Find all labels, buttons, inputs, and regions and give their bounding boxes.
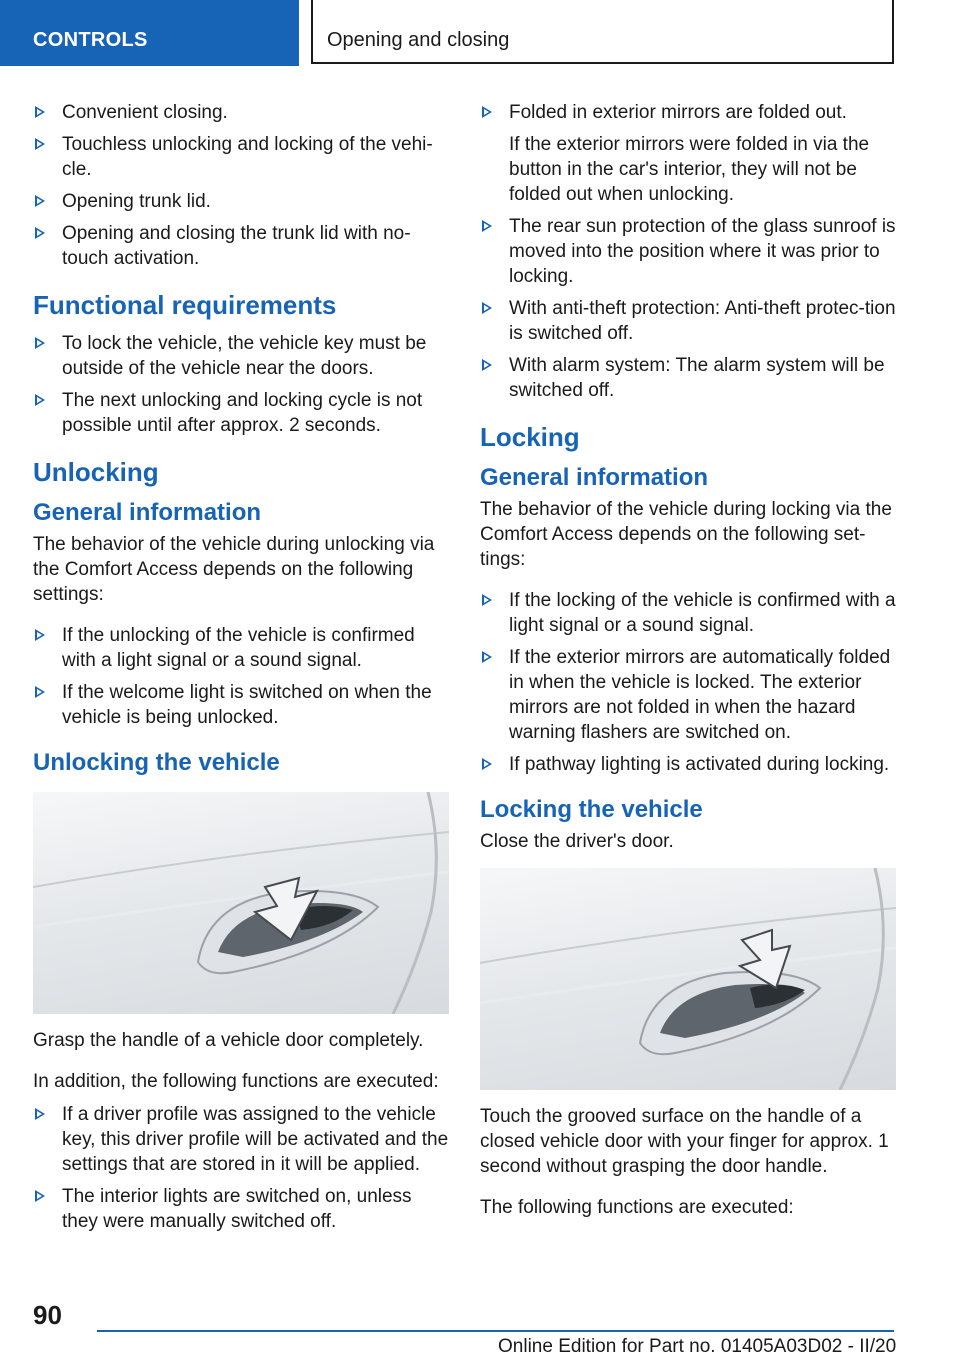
list-item [480,100,896,207]
triangle-bullet-icon [35,394,45,406]
door-handle-unlock-image [33,792,449,1014]
triangle-bullet-icon [35,227,45,239]
right-column [480,100,896,1236]
footer-divider [97,1330,894,1332]
footer-edition: Online Edition for Part no. 01405A03D02 - II/20 [498,1336,897,1357]
requirements-bullet-list [33,331,449,438]
lock-functions-intro: The following functions are executed: [480,1197,794,1218]
triangle-bullet-icon [35,337,45,349]
section-tab [0,0,299,66]
list-item-text: Opening trunk lid. [62,191,211,212]
functional-requirements-heading: Functional requirements [33,290,337,320]
triangle-bullet-icon [482,106,492,118]
list-item [480,752,896,777]
section-label: CONTROLS [33,29,148,51]
chapter-header [311,0,894,64]
list-item-text: If the unlocking of the vehicle is confirmed with a light signal or a sound signal. [62,625,415,671]
triangle-bullet-icon [35,686,45,698]
list-item [33,388,449,438]
list-item-text: With anti-theft protection: Anti-theft protec-tion is switched off. [509,298,896,344]
list-item [480,296,896,346]
list-item-text: Opening and closing the trunk lid with no-touch activation. [62,223,411,269]
unlock-functions-list [33,1102,449,1234]
triangle-bullet-icon [482,220,492,232]
triangle-bullet-icon [35,195,45,207]
door-handle-lock-image [480,868,896,1090]
unlocking-general-heading: General information [33,499,262,526]
page-number: 90 [33,1300,62,1330]
unlock-functions-intro: In addition, the following functions are executed: [33,1071,439,1092]
triangle-bullet-icon [35,138,45,150]
locking-vehicle-text: Close the driver's door. [480,831,674,852]
triangle-bullet-icon [482,302,492,314]
chapter-title: Opening and closing [327,29,510,51]
locking-general-text: The behavior of the vehicle during locking via the Comfort Access depends on the following set-tings: [480,499,892,570]
unlock-instruction-text: Grasp the handle of a vehicle door completely. [33,1030,424,1051]
list-item-text: With alarm system: The alarm system will be switched off. [509,355,885,401]
list-item [480,645,896,745]
list-item [480,353,896,403]
list-item-text: To lock the vehicle, the vehicle key must be outside of the vehicle near the doors. [62,333,427,379]
locking-vehicle-heading: Locking the vehicle [480,796,703,823]
list-item [33,331,449,381]
list-item-text: If pathway lighting is activated during locking. [509,754,890,775]
intro-bullet-list [33,100,449,271]
list-item-text: If the exterior mirrors are automatically folded in when the vehicle is locked. The exterior mirrors are not folded in when the hazard warning flashers are switched on. [509,647,891,743]
triangle-bullet-icon [35,106,45,118]
list-item [33,189,449,214]
triangle-bullet-icon [35,1108,45,1120]
locking-general-heading: General information [480,464,709,491]
list-item [33,221,449,271]
list-item-text: The rear sun protection of the glass sunroof is moved into the position where it was prior to locking. [509,216,896,287]
list-item-text: Convenient closing. [62,102,228,123]
unlocking-vehicle-heading: Unlocking the vehicle [33,749,280,776]
lock-instruction-text: Touch the grooved surface on the handle of a closed vehicle door with your finger for approx. 1 second without grasping the door handle. [480,1106,889,1177]
unlocking-heading: Unlocking [33,457,159,487]
list-item [33,100,449,125]
list-item-text: If a driver profile was assigned to the vehicle key, this driver profile will be activated and the settings that are stored in it will be applied. [62,1104,449,1175]
unlock-continued-list [480,100,896,403]
triangle-bullet-icon [35,629,45,641]
list-item [33,680,449,730]
left-column [33,100,449,1252]
list-item [33,1102,449,1177]
list-item [480,214,896,289]
triangle-bullet-icon [482,758,492,770]
list-item-text: The interior lights are switched on, unless they were manually switched off. [62,1186,412,1232]
list-item-text: The next unlocking and locking cycle is not possible until after approx. 2 seconds. [62,390,423,436]
triangle-bullet-icon [482,651,492,663]
list-item [480,588,896,638]
triangle-bullet-icon [35,1190,45,1202]
list-item-text: Folded in exterior mirrors are folded out. [509,102,847,123]
list-item-text: If the welcome light is switched on when the vehicle is being unlocked. [62,682,432,728]
list-item-note: If the exterior mirrors were folded in via the button in the car's interior, they will not be folded out when unlocking. [509,134,870,205]
list-item [33,623,449,673]
triangle-bullet-icon [482,359,492,371]
unlocking-general-text: The behavior of the vehicle during unlocking via the Comfort Access depends on the following settings: [33,534,435,605]
unlocking-settings-list [33,623,449,730]
list-item-text: If the locking of the vehicle is confirmed with a light signal or a sound signal. [509,590,896,636]
list-item [33,1184,449,1234]
list-item [33,132,449,182]
locking-settings-list [480,588,896,777]
triangle-bullet-icon [482,594,492,606]
locking-heading: Locking [480,422,580,452]
list-item-text: Touchless unlocking and locking of the vehi-cle. [62,134,433,180]
